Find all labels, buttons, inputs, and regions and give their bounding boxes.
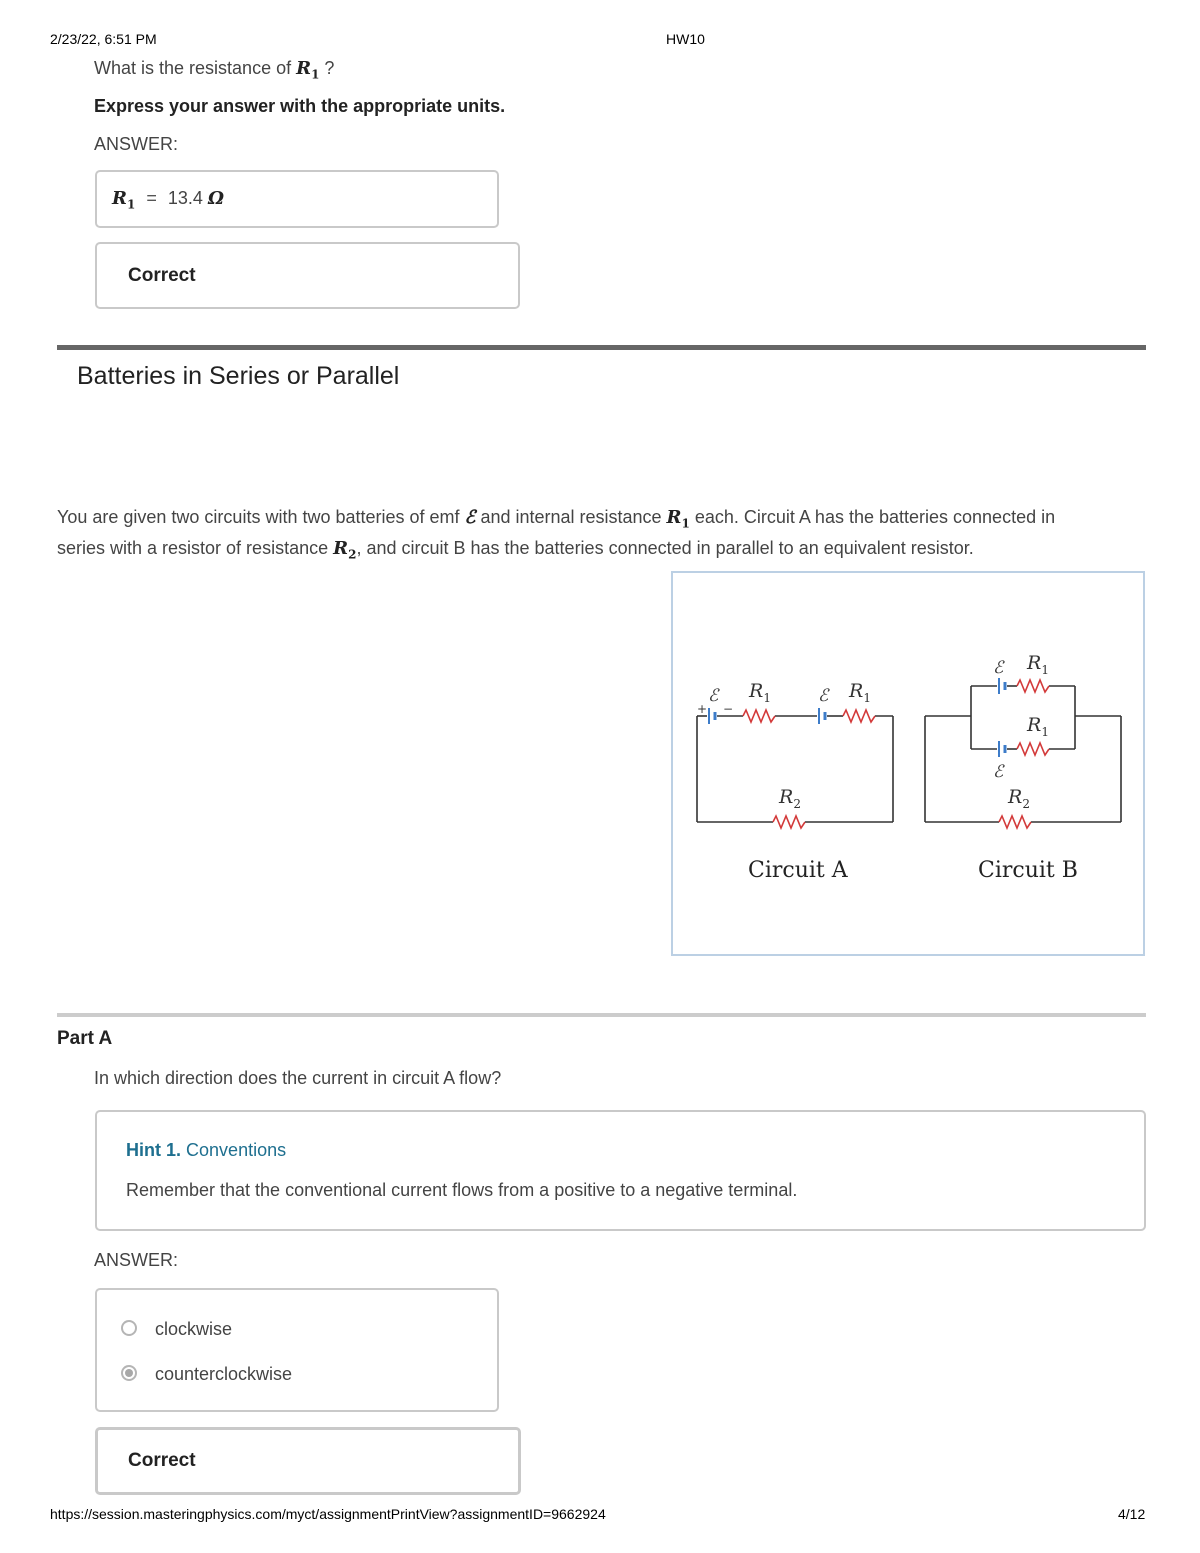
resistor-b1-zigzag — [1017, 680, 1049, 692]
document-title: HW10 — [666, 31, 705, 47]
emf-label-a1: ℰ — [708, 686, 719, 706]
option-clockwise[interactable] — [121, 1319, 481, 1343]
r1-symbol: $R_1$ — [666, 507, 690, 531]
r1-label-b2: $R_1$ — [1027, 714, 1049, 739]
problem-intro: You are given two circuits with two batteries of emf ℰ and internal resistance $R_1$ each. Circuit A has the batteries connected in series with a resistor of resistance $R_2$, and circuit B has the batteries connected in parallel to an equivalent resistor. — [57, 507, 1056, 562]
part-a-answer-label: ANSWER: — [94, 1250, 179, 1270]
answer-value: 13.4 — [167, 188, 203, 208]
part-a-correct-box — [95, 1427, 521, 1495]
emf-label-b2: ℰ — [993, 762, 1004, 782]
r1-symbol: $R_1$ — [112, 188, 136, 212]
answer-instruction: Express your answer with the appropriate units. — [94, 96, 506, 116]
hint-heading[interactable] — [126, 1140, 286, 1161]
answer-unit: Ω — [207, 188, 224, 209]
circuit-figure — [671, 571, 1145, 956]
page-number: 4/12 — [1118, 1506, 1146, 1522]
answer-entry: $R_1 = 13.4$ Ω — [112, 188, 224, 212]
hint-number: Hint 1. — [126, 1140, 182, 1160]
section-divider — [57, 345, 1146, 350]
part-a-title: Part A — [57, 1028, 113, 1049]
r2-symbol: $R_2$ — [333, 537, 357, 562]
battery-b1-symbol — [999, 678, 1005, 694]
radio-clockwise[interactable] — [121, 1320, 137, 1336]
answer-box — [95, 170, 499, 228]
emf-symbol: ℰ — [464, 507, 476, 528]
emf-label-a2: ℰ — [818, 686, 829, 706]
option-label: clockwise — [155, 1319, 233, 1339]
hint-box[interactable] — [95, 1110, 1146, 1231]
r1-label-a2: $R_1$ — [849, 680, 871, 705]
option-label: counterclockwise — [155, 1364, 293, 1384]
resistor-a1-zigzag — [743, 710, 775, 722]
answer-label: ANSWER: — [94, 134, 179, 154]
r1-symbol: $R_1$ — [296, 58, 320, 82]
prev-question-prompt: What is the resistance of $R_1$ ? — [94, 58, 335, 82]
r1-label-b1: $R_1$ — [1027, 652, 1049, 677]
battery-a2-symbol — [819, 708, 825, 724]
print-datetime: 2/23/22, 6:51 PM — [50, 31, 157, 47]
minus-sign: − — [723, 702, 734, 716]
option-counterclockwise[interactable] — [121, 1364, 481, 1388]
emf-label-b1: ℰ — [993, 658, 1004, 678]
part-a-answer-box — [95, 1288, 499, 1412]
battery-a1-symbol — [709, 708, 715, 724]
r2-label-a: $R_2$ — [779, 786, 801, 811]
resistor-a3-zigzag — [773, 816, 805, 828]
r1-label-a1: $R_1$ — [749, 680, 771, 705]
hint-title: Conventions — [186, 1140, 287, 1160]
section-title: Batteries in Series or Parallel — [77, 362, 400, 390]
caption-circuit-a: Circuit A — [748, 858, 848, 883]
correct-feedback: Correct — [128, 265, 196, 286]
resistor-b2-zigzag — [1017, 743, 1049, 755]
resistor-b3-zigzag — [999, 816, 1031, 828]
hint-text: Remember that the conventional current flows from a positive to a negative terminal. — [126, 1180, 798, 1200]
r2-label-b: $R_2$ — [1008, 786, 1030, 811]
part-divider — [57, 1013, 1146, 1017]
part-a-correct-feedback: Correct — [128, 1450, 196, 1471]
plus-sign: + — [697, 702, 708, 716]
caption-circuit-b: Circuit B — [978, 858, 1078, 883]
correct-feedback-box — [95, 242, 520, 309]
page-url: https://session.masteringphysics.com/myct/assignmentPrintView?assignmentID=9662924 — [50, 1506, 606, 1522]
resistor-a2-zigzag — [843, 710, 875, 722]
circuit-diagram — [673, 573, 1143, 954]
battery-b2-symbol — [999, 741, 1005, 757]
part-a-question: In which direction does the current in circuit A flow? — [94, 1068, 502, 1088]
radio-counterclockwise[interactable] — [121, 1365, 137, 1381]
